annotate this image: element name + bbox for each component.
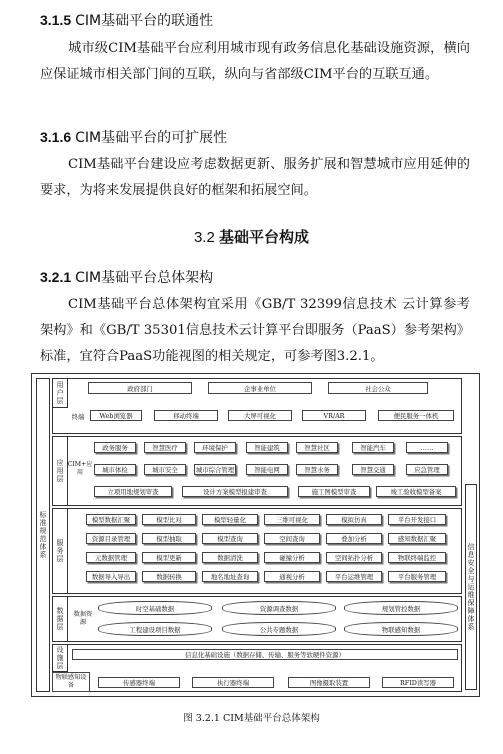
section-heading-321 [40, 267, 213, 287]
service-box: 平台服务管理 [388, 571, 446, 582]
data-cylinder: 时空基础数据 [98, 601, 212, 615]
paragraph-316 [40, 152, 470, 204]
iot-device-box: 执行器终端 [192, 677, 274, 688]
section-number: 3.1.5 [40, 12, 72, 28]
chapter-title: 基础平台构成 [219, 229, 310, 246]
data-cylinder: 工程建设项目数据 [98, 622, 212, 636]
terminal-box: 移动终端 [154, 410, 218, 421]
app-box: 施工图模型审查 [298, 486, 370, 497]
app-box: 竣工验收模型备案 [376, 486, 456, 497]
iot-device-label: 物联感知设备 [52, 672, 90, 692]
standards-system-label: 标准规范体系 [36, 378, 50, 692]
chapter-number: 3.2 [193, 229, 215, 246]
service-box: 模型抽取 [142, 533, 196, 544]
terminal-label: 终端 [68, 404, 88, 428]
app-box: 智慧医疗 [144, 442, 186, 453]
service-box: 叠加分析 [326, 533, 382, 544]
infra-layer-label: 设施层 [52, 644, 68, 672]
data-resource-label: 数据资源 [72, 608, 94, 630]
service-layer-label: 服务层 [52, 508, 68, 594]
service-box: 空间拓扑分析 [326, 552, 382, 563]
user-layer-label: 用户层 [52, 378, 68, 408]
app-box: 智能电网 [246, 464, 288, 475]
app-box: 城市综合管理 [195, 466, 235, 474]
data-cylinder: 物联感知数据 [344, 622, 458, 636]
service-box: 三维可视化 [264, 514, 320, 525]
paragraph-315 [40, 36, 470, 88]
service-box: 模型比对 [142, 514, 196, 525]
chapter-heading [0, 226, 503, 247]
app-layer-label: 应用层 [52, 436, 68, 506]
service-box: 数据导入导出 [86, 571, 136, 582]
user-box: 企事业单位 [208, 382, 312, 394]
user-box: 政府部门 [88, 382, 192, 394]
app-box: 环境保护 [194, 442, 236, 453]
iot-device-box: 图像摄取装置 [288, 677, 370, 688]
app-box: 城市体检 [94, 464, 136, 475]
section-title: CIM基础平台总体架构 [75, 270, 214, 286]
security-system-label: 信息安全与运维保障体系 [465, 484, 477, 690]
architecture-figure [31, 373, 480, 697]
service-box: 模拟仿真 [326, 514, 382, 525]
service-box: 数据清洗 [202, 552, 258, 563]
service-box: 通视分析 [264, 571, 320, 582]
section-heading-316 [40, 127, 227, 147]
service-box: 平台开发接口 [388, 514, 446, 525]
app-box: …… [406, 442, 448, 453]
service-box: 资源目录管理 [86, 533, 136, 544]
data-cylinder: 规划管控数据 [344, 601, 458, 615]
iot-device-box: 传感器终端 [98, 677, 180, 688]
service-box: 模型查询 [202, 533, 258, 544]
service-box: 物联终端监控 [388, 552, 446, 563]
section-heading-315 [40, 10, 213, 30]
service-box: 模型数据汇聚 [86, 514, 136, 525]
app-box: 立项用地规划审查 [94, 486, 172, 497]
service-box: 模型更新 [142, 552, 196, 563]
app-box: 设计方案模型报建审查 [182, 486, 288, 497]
terminal-box: VR/AR [302, 410, 366, 421]
service-box: 平台运维管理 [326, 571, 382, 582]
service-box: 元数据管理 [86, 552, 136, 563]
terminal-box: 大屏可视化 [228, 410, 292, 421]
user-box: 社会公众 [328, 382, 428, 394]
paragraph-text: 城市级CIM基础平台应利用城市现有政务信息化基础设施资源，横向应保证城市相关部门间的互联，纵向与省部级CIM平台的互联互通。 [40, 41, 470, 82]
terminal-box: Web浏览器 [90, 410, 142, 421]
section-title: CIM基础平台的联通性 [75, 13, 214, 29]
app-box: 智能汽车 [352, 442, 394, 453]
app-box: 智能建筑 [246, 442, 288, 453]
service-box: 模型轻量化 [202, 514, 258, 525]
app-box: 智慧交通 [352, 464, 394, 475]
iot-device-box: RFID读写器 [382, 677, 454, 688]
app-box: 政务服务 [94, 442, 136, 453]
app-box: 城市安全 [144, 464, 186, 475]
service-box: 地名地址查询 [202, 571, 258, 582]
data-layer-label: 数据层 [52, 596, 68, 642]
service-box: 感知数据汇聚 [388, 533, 446, 544]
service-box: 数据转换 [142, 571, 196, 582]
paragraph-text: CIM基础平台建设应考虑数据更新、服务扩展和智慧城市应用延伸的要求，为将来发展提供良好的框架和拓展空间。 [40, 157, 470, 198]
network-infrastructure-box: 信息化基础设施（数据存储、传输、服务等软硬件资源） [72, 649, 458, 660]
service-box: 空间查询 [264, 533, 320, 544]
cim-app-label: CIM+应用 [70, 458, 90, 480]
terminal-box: 便民服务一体机 [378, 410, 454, 421]
app-box: 应急管理 [406, 464, 448, 475]
paragraph-text: CIM基础平台总体架构宜采用《GB/T 32399信息技术 云计算参考架构》和《GB/T 35301信息技术云计算平台即服务（PaaS）参考架构》标准，宜符合PaaS功能视图的相关规定，可参考图3.2.1。 [40, 297, 470, 364]
figure-caption: 图 3.2.1 CIM基础平台总体架构 [183, 713, 320, 724]
paragraph-321 [40, 292, 470, 370]
app-box: 智慧水务 [296, 464, 338, 475]
app-box: 智慧社区 [296, 442, 338, 453]
data-cylinder: 资源调查数据 [222, 601, 336, 615]
service-box: 碰撞分析 [264, 552, 320, 563]
section-title: CIM基础平台的可扩展性 [75, 130, 228, 146]
section-number: 3.2.1 [40, 269, 72, 285]
data-cylinder: 公共专题数据 [222, 622, 336, 636]
section-number: 3.1.6 [40, 129, 72, 145]
